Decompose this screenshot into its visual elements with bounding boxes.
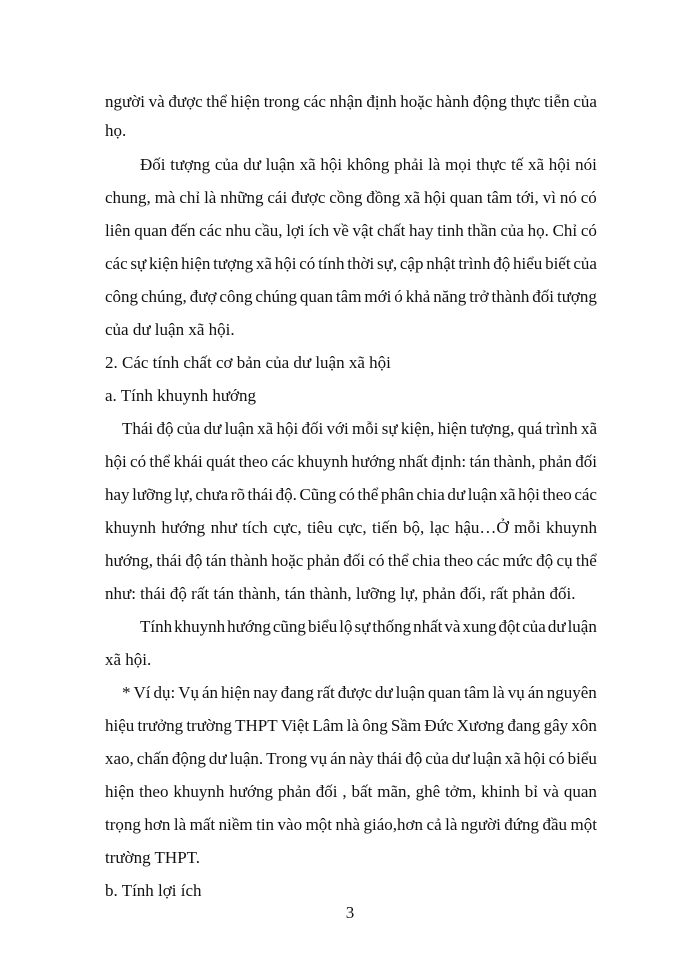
text-line: khuynh hướng như tích cực, tiêu cực, tiến bộ, lạc hậu…Ở mỗi khuynh bbox=[105, 518, 597, 537]
text-line: Thái độ của dư luận xã hội đối với mỗi sự kiện, hiện tượng, quá trình xã bbox=[122, 419, 597, 438]
text-line: xã hội. bbox=[105, 650, 152, 669]
text-line: trường THPT. bbox=[105, 848, 201, 867]
page-number: 3 bbox=[345, 903, 355, 922]
text-line: xao, chấn động dư luận. Trong vụ án này thái độ của dư luận xã hội có biểu bbox=[105, 749, 597, 768]
text-line: hiện theo khuynh hướng phản đối , bất mãn, ghê tởm, khinh bỉ và quan bbox=[105, 782, 597, 801]
text-line: các sự kiện hiện tượng xã hội có tính thời sự, cập nhật trình độ hiểu biết của bbox=[105, 254, 597, 273]
text-line: của dư luận xã hội. bbox=[105, 320, 235, 339]
text-line: hội có thể khái quát theo các khuynh hướng nhất định: tán thành, phản đối bbox=[105, 452, 597, 471]
text-line: hướng, thái độ tán thành hoặc phản đối có thể chia theo các mức độ cụ thể bbox=[105, 551, 597, 570]
text-line: trọng hơn là mất niềm tin vào một nhà giáo,hơn cả là người đứng đầu một bbox=[105, 815, 597, 834]
text-line: công chúng, đượ công chúng quan tâm mới ó khả năng trở thành đối tượng bbox=[105, 287, 597, 306]
section-heading: 2. Các tính chất cơ bản của dư luận xã hội bbox=[105, 353, 391, 372]
text-line: họ. bbox=[105, 121, 127, 140]
text-line: hiệu trưởng trường THPT Việt Lâm là ông Sầm Đức Xương đang gây xôn bbox=[105, 716, 597, 735]
text-line: liên quan đến các nhu cầu, lợi ích về vật chất hay tinh thần của họ. Chỉ có bbox=[105, 221, 597, 240]
text-line: như: thái độ rất tán thành, tán thành, lưỡng lự, phản đối, rất phản đối. bbox=[105, 584, 576, 603]
text-line: người và được thể hiện trong các nhận định hoặc hành động thực tiễn của bbox=[105, 92, 597, 111]
text-line: Tính khuynh hướng cũng biểu lộ sự thống nhất và xung đột của dư luận bbox=[140, 617, 597, 636]
subsection-heading: a. Tính khuynh hướng bbox=[105, 386, 257, 405]
text-line: * Ví dụ: Vụ án hiện nay đang rất được dư luận quan tâm là vụ án nguyên bbox=[122, 683, 597, 702]
text-line: hay lưỡng lự, chưa rõ thái độ. Cũng có thể phân chia dư luận xã hội theo các bbox=[105, 485, 597, 504]
text-line: Đối tượng của dư luận xã hội không phải là mọi thực tế xã hội nói bbox=[140, 155, 597, 174]
text-line: chung, mà chỉ là những cái được cồng đồng xã hội quan tâm tới, vì nó có bbox=[105, 188, 597, 207]
subsection-heading: b. Tính lợi ích bbox=[105, 881, 202, 900]
